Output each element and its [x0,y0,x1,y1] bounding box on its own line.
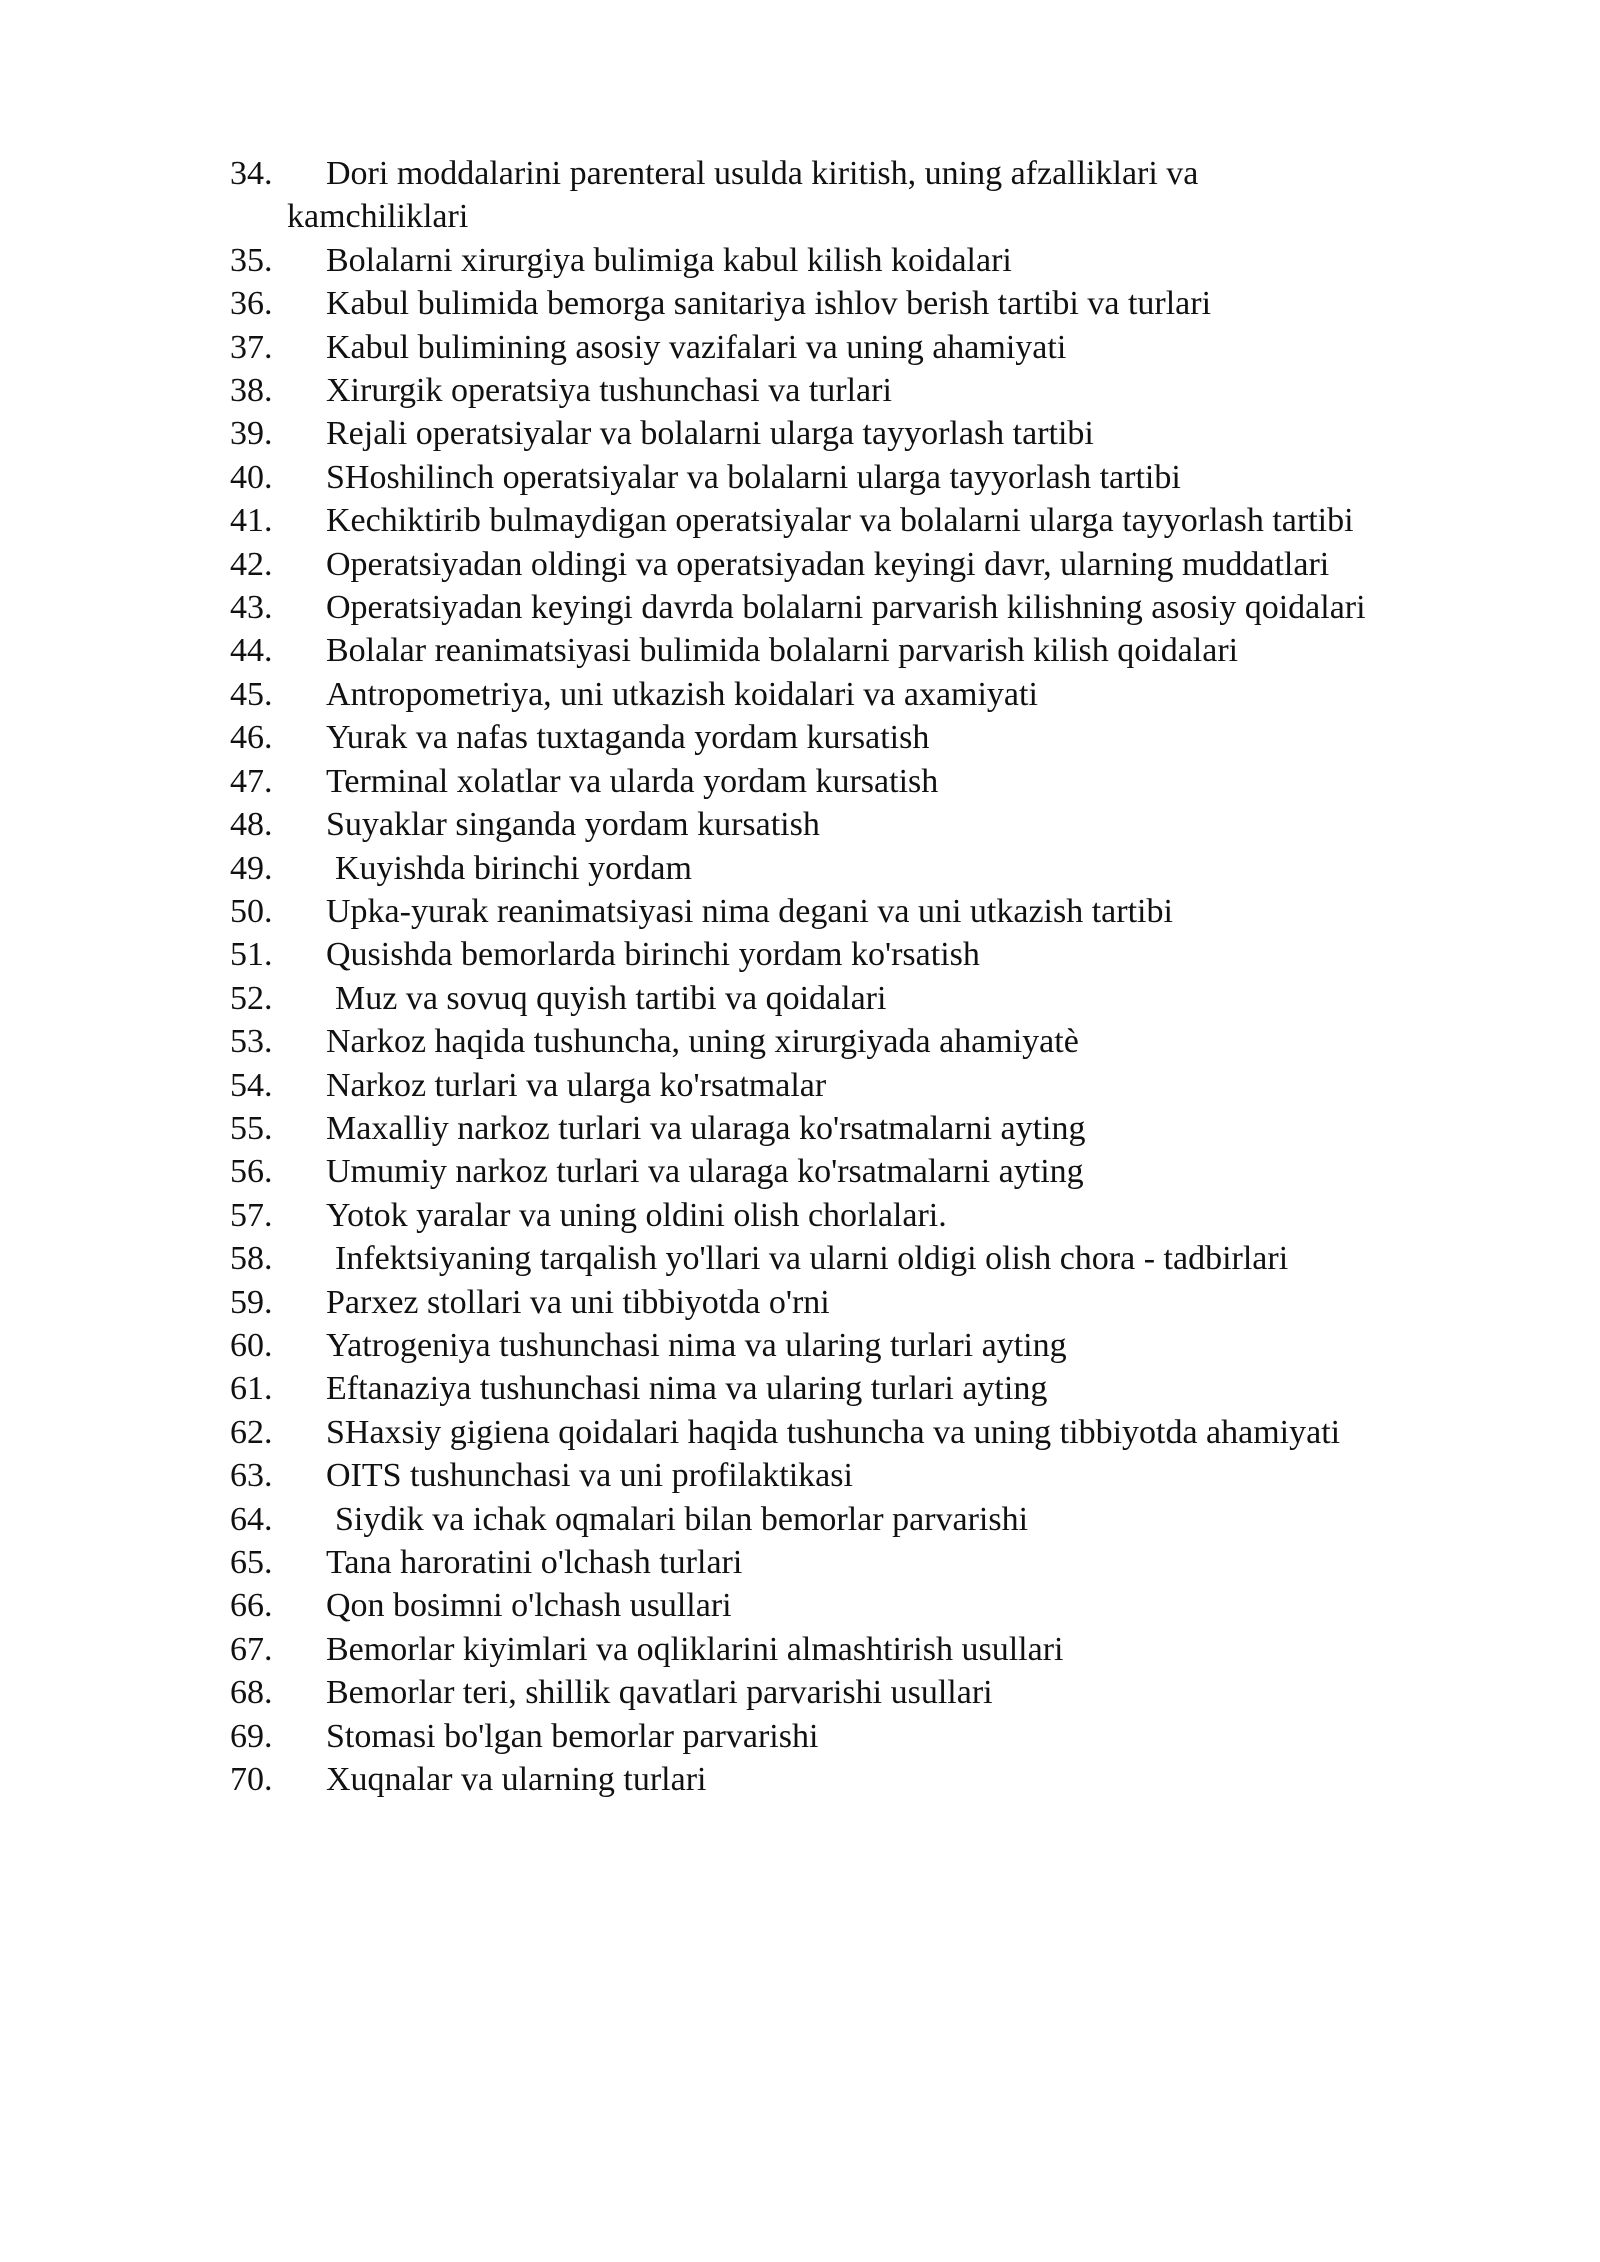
list-item [230,1194,1530,1237]
item-number: 56. [230,1153,273,1191]
item-text: Kechiktirib bulmaydigan operatsiyalar va bolalarni ularga tayyorlash tartibi [326,502,1354,540]
item-number: 65. [230,1544,273,1581]
item-number: 38. [230,372,273,410]
item-number: 45. [230,675,273,713]
item-text: Eftanaziya tushunchasi nima va ularing turlari ayting [326,1370,1048,1408]
item-number: 51. [230,936,273,974]
item-number: 57. [230,1196,273,1234]
item-text: Operatsiyadan keyingi davrda bolalarni parvarish kilishning asosiy qoidalari [326,589,1366,627]
list-item [230,1237,1530,1280]
list-item [230,803,1530,846]
list-item [230,412,1530,455]
list-item [230,369,1530,412]
item-number: 52. [230,979,273,1017]
list-item [230,933,1530,976]
item-number: 62. [230,1413,273,1451]
item-number: 63. [230,1457,273,1495]
item-text: Yotok yaralar va uning oldini olish chorlalari. [326,1196,947,1234]
list-item [230,1758,1530,1801]
item-number: 68. [230,1674,273,1712]
item-number: 70. [230,1761,273,1799]
list-item [230,586,1530,629]
item-number: 39. [230,415,273,453]
item-number: 69. [230,1717,273,1755]
item-number: 58. [230,1240,273,1278]
item-number: 47. [230,762,273,800]
item-text: Bemorlar teri, shillik qavatlari parvarishi usullari [326,1674,993,1712]
list-item [230,1715,1530,1758]
list-item [230,1584,1530,1627]
list-item [230,499,1530,542]
list-item [230,543,1530,586]
item-number: 60. [230,1326,273,1364]
item-number: 43. [230,589,273,627]
item-text: Xuqnalar va ularning turlari [326,1761,707,1799]
item-number: 54. [230,1066,273,1104]
item-text: Tana haroratini o'lchash turlari [326,1544,743,1581]
item-text: Infektsiyaning tarqalish yo'llari va ularni oldigi olish chora - tadbirlari [335,1240,1289,1278]
item-text: Narkoz turlari va ularga ko'rsatmalar [326,1066,827,1104]
item-number: 35. [230,241,273,279]
item-text: Operatsiyadan oldingi va operatsiyadan keyingi davr, ularning muddatlari [326,545,1330,583]
list-item [230,1064,1530,1107]
item-number: 67. [230,1630,273,1668]
item-text: Stomasi bo'lgan bemorlar parvarishi [326,1717,819,1755]
list-item [230,1324,1530,1367]
item-text: Yatrogeniya tushunchasi nima va ularing turlari ayting [326,1326,1067,1364]
item-number: 46. [230,719,273,757]
item-text: Umumiy narkoz turlari va ularaga ko'rsatmalarni ayting [326,1153,1084,1191]
item-number: 48. [230,806,273,844]
item-text: Bolalarni xirurgiya bulimiga kabul kilish koidalari [326,241,1012,279]
list-item [230,1281,1530,1324]
item-number: 40. [230,458,273,496]
item-number: 55. [230,1109,273,1147]
item-number: 49. [230,849,273,887]
item-text: SHaxsiy gigiena qoidalari haqida tushuncha va uning tibbiyotda ahamiyati [326,1413,1341,1451]
list-item [230,1454,1530,1497]
item-number: 66. [230,1587,273,1625]
item-number: 59. [230,1283,273,1321]
item-number: 50. [230,892,273,930]
list-item [230,1020,1530,1063]
item-text: Upka-yurak reanimatsiyasi nima degani va uni utkazish tartibi [326,892,1173,930]
item-text: Rejali operatsiyalar va bolalarni ularga tayyorlash tartibi [326,415,1094,453]
list-item [230,760,1530,803]
list-item [230,326,1530,369]
item-text: Suyaklar singanda yordam kursatish [326,806,820,844]
list-item [230,456,1530,499]
list-item [230,239,1530,282]
list-item [230,1367,1530,1410]
item-number: 41. [230,502,273,540]
item-number: 36. [230,285,273,323]
item-text: Siydik va ichak oqmalari bilan bemorlar parvarishi [335,1500,1029,1538]
item-text: Parxez stollari va uni tibbiyotda o'rni [326,1283,830,1321]
list-item [230,890,1530,933]
item-text: Bemorlar kiyimlari va oqliklarini almashtirish usullari [326,1630,1064,1668]
item-text: Narkoz haqida tushuncha, uning xirurgiyada ahamiyatè [326,1023,1079,1061]
list-item [230,1107,1530,1150]
item-text: Bolalar reanimatsiyasi bulimida bolalarni parvarish kilish qoidalari [326,632,1239,670]
list-item [230,716,1530,759]
item-number: 34. [230,155,273,192]
item-text-continuation: kamchiliklari [287,198,469,236]
list-item [230,673,1530,716]
item-text: Maxalliy narkoz turlari va ularaga ko'rsatmalarni ayting [326,1109,1086,1147]
list-item [230,1411,1530,1454]
list-item [230,1541,1530,1584]
list-item [230,847,1530,890]
item-number: 42. [230,545,273,583]
question-list [230,152,1530,1801]
list-item [230,152,1530,239]
list-item [230,1498,1530,1541]
item-number: 61. [230,1370,273,1408]
item-text: Yurak va nafas tuxtaganda yordam kursatish [326,719,930,757]
item-text: Muz va sovuq quyish tartibi va qoidalari [335,979,887,1017]
item-text: Qon bosimni o'lchash usullari [326,1587,732,1625]
list-item [230,1628,1530,1671]
item-text: SHoshilinch operatsiyalar va bolalarni ularga tayyorlash tartibi [326,458,1181,496]
item-text: Kabul bulimida bemorga sanitariya ishlov berish tartibi va turlari [326,285,1212,323]
list-item [230,977,1530,1020]
list-item [230,1150,1530,1193]
list-item [230,282,1530,325]
item-text: Qusishda bemorlarda birinchi yordam ko'rsatish [326,936,980,974]
item-number: 53. [230,1023,273,1061]
item-text: Kabul bulimining asosiy vazifalari va uning ahamiyati [326,328,1067,366]
item-text: Xirurgik operatsiya tushunchasi va turlari [326,372,892,410]
list-item [230,1671,1530,1714]
list-item [230,629,1530,672]
item-number: 37. [230,328,273,366]
item-text: Antropometriya, uni utkazish koidalari va axamiyati [326,675,1038,713]
item-text: Dori moddalarini parenteral usulda kiritish, uning afzalliklari va [326,155,1199,192]
item-text: OITS tushunchasi va uni profilaktikasi [326,1457,853,1495]
item-number: 44. [230,632,273,670]
item-number: 64. [230,1500,273,1538]
item-text: Terminal xolatlar va ularda yordam kursatish [326,762,939,800]
item-text: Kuyishda birinchi yordam [335,849,692,887]
